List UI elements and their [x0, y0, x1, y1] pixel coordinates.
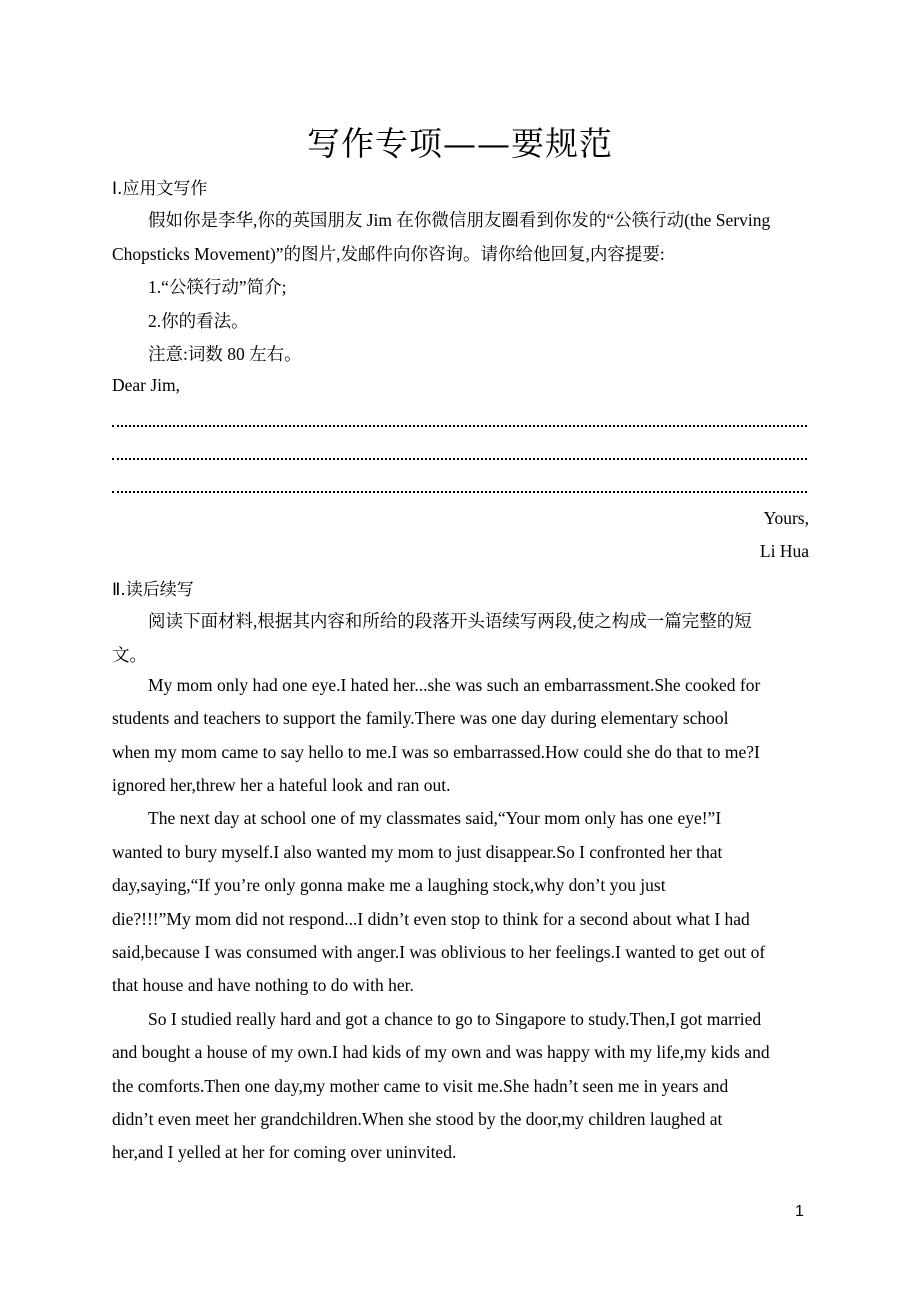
passage-line: said,because I was consumed with anger.I was oblivious to her feelings.I wanted to get out of	[112, 942, 766, 962]
passage-line: So I studied really hard and got a chance to go to Singapore to study.Then,I got married	[148, 1009, 762, 1029]
answer-line	[112, 425, 807, 427]
letter-greeting: Dear Jim,	[112, 375, 181, 395]
passage-line: the comforts.Then one day,my mother came to visit me.She hadn’t seen me in years and	[112, 1076, 729, 1096]
passage-line: ignored her,threw her a hateful look and ran out.	[112, 775, 451, 795]
passage-line: that house and have nothing to do with her.	[112, 975, 414, 995]
page-title: 写作专项——要规范	[307, 124, 613, 163]
passage-line: My mom only had one eye.I hated her...she was such an embarrassment.She cooked for	[148, 675, 761, 695]
instruction-line: 阅读下面材料,根据其内容和所给的段落开头语续写两段,使之构成一篇完整的短	[148, 611, 752, 631]
passage-line: students and teachers to support the family.There was one day during elementary school	[112, 708, 729, 728]
passage-line: when my mom came to say hello to me.I was so embarrassed.How could she do that to me?I	[112, 742, 760, 762]
section-heading-continuation-writing: Ⅱ.读后续写	[112, 580, 194, 600]
passage-line: day,saying,“If you’re only gonna make me a laughing stock,why don’t you just	[112, 875, 666, 895]
answer-line	[112, 491, 807, 493]
letter-signature: Li Hua	[759, 541, 809, 561]
passage-line: wanted to bury myself.I also wanted my mom to just disappear.So I confronted her that	[112, 842, 723, 862]
content-point: 1.“公筷行动”简介;	[148, 277, 287, 297]
section-heading-applied-writing: Ⅰ.应用文写作	[112, 179, 208, 199]
instruction-line: 文。	[112, 645, 147, 665]
word-count-note: 注意:词数 80 左右。	[148, 344, 302, 364]
page-number: 1	[795, 1203, 804, 1220]
passage-line: didn’t even meet her grandchildren.When she stood by the door,my children laughed at	[112, 1109, 723, 1129]
passage-line: and bought a house of my own.I had kids of my own and was happy with my life,my kids and	[112, 1042, 770, 1062]
content-point: 2.你的看法。	[148, 311, 249, 331]
passage-line: her,and I yelled at her for coming over uninvited.	[112, 1142, 457, 1162]
letter-closing: Yours,	[763, 508, 809, 528]
passage-line: The next day at school one of my classmates said,“Your mom only has one eye!”I	[148, 808, 722, 828]
passage-line: die?!!!”My mom did not respond...I didn’t even stop to think for a second about what I had	[112, 909, 750, 929]
prompt-line: Chopsticks Movement)”的图片,发邮件向你咨询。请你给他回复,内容提要:	[112, 244, 665, 264]
answer-line	[112, 458, 807, 460]
prompt-line: 假如你是李华,你的英国朋友 Jim 在你微信朋友圈看到你发的“公筷行动(the Serving	[148, 210, 771, 230]
